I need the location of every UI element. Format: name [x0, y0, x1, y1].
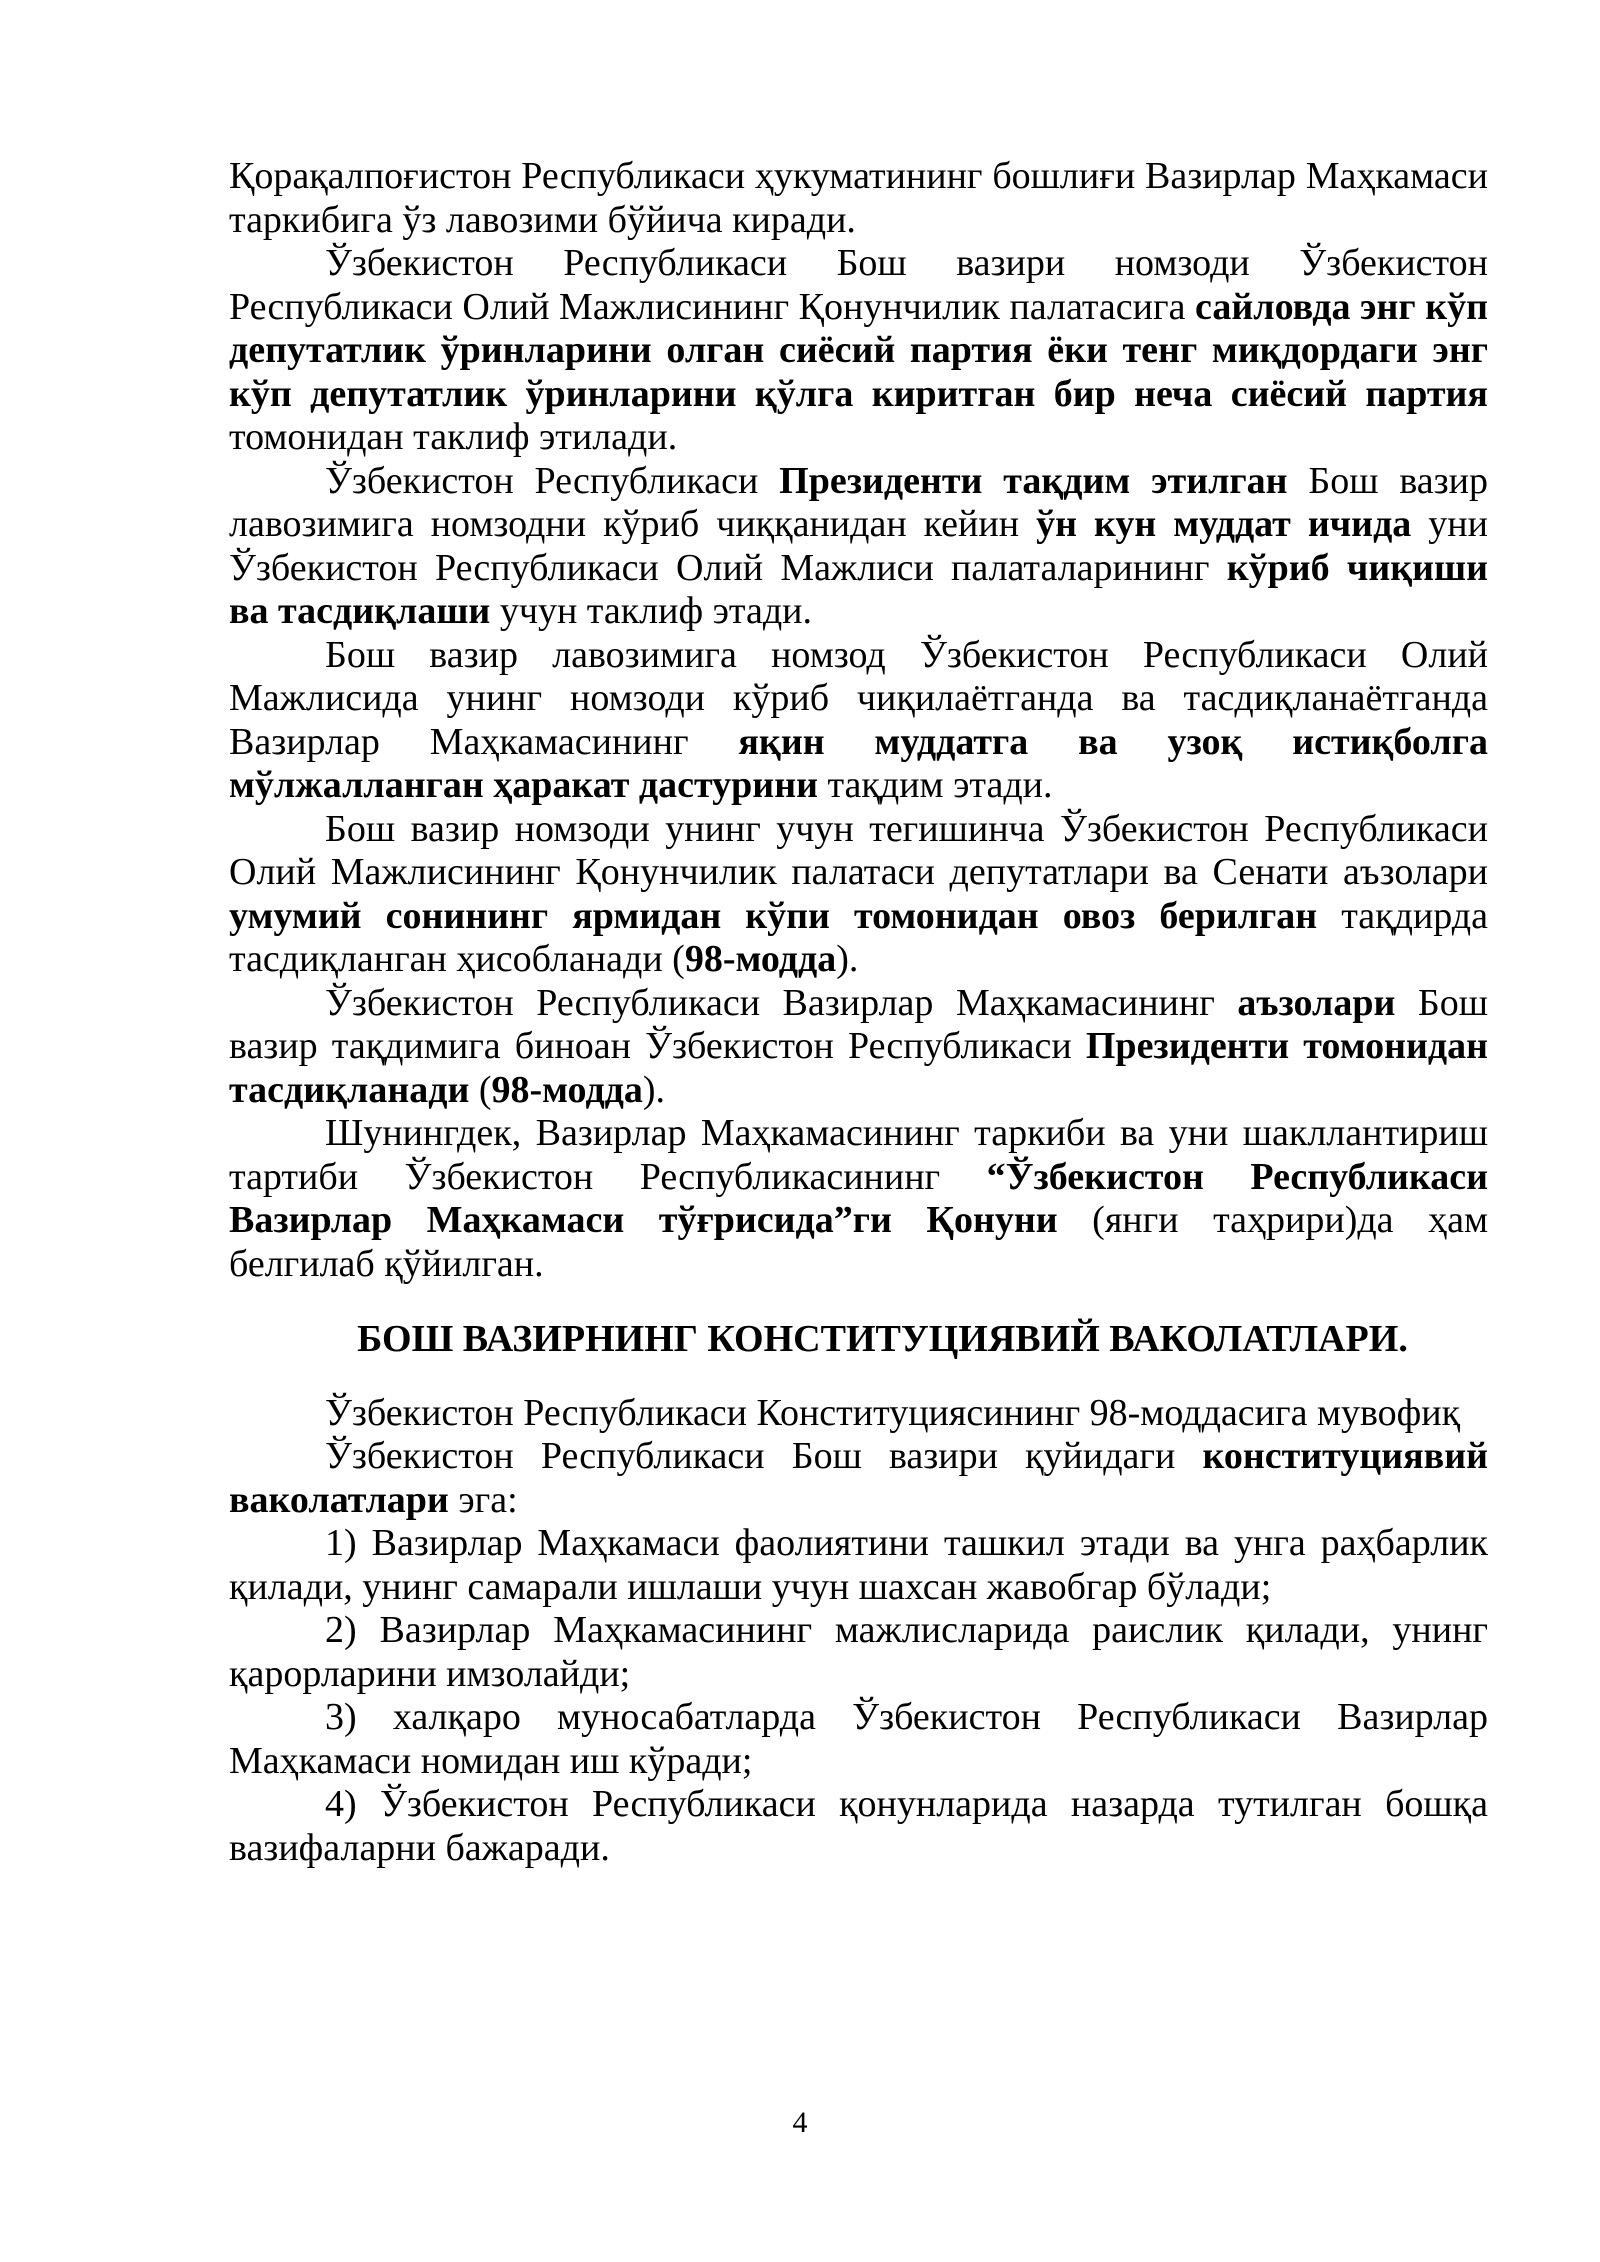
- bold-phrase: 98-модда: [491, 1068, 643, 1111]
- paragraph-3: [229, 460, 1488, 634]
- paragraph-text: Бош вазир лавозимига номзодни кўриб чиққанидан кейин: [229, 459, 1488, 545]
- paragraph-7: [229, 1112, 1488, 1286]
- section-heading: БОШ ВАЗИРНИНГ КОНСТИТУЦИЯВИЙ ВАКОЛАТЛАРИ.: [357, 1318, 1408, 1360]
- list-item-number: 2): [325, 1609, 380, 1651]
- list-item-4: [229, 1783, 1488, 1870]
- bold-phrase: Президенти тақдим этилган: [779, 459, 1288, 502]
- list-item-text: Вазирлар Маҳкамасининг мажлисларида раислик қилади, унинг қарорларини имзолайди;: [229, 1609, 1489, 1695]
- paragraph-text: ).: [642, 1068, 666, 1111]
- paragraph-text: Ўзбекистон Республикаси: [325, 459, 780, 502]
- paragraph-8: [229, 1392, 1488, 1436]
- bold-phrase: яқин муддатга ва узоқ истиқболга мўлжалланган ҳаракат дастурини: [229, 720, 1488, 806]
- paragraph-text: Ўзбекистон Республикаси Вазирлар Маҳкамасининг: [325, 981, 1238, 1024]
- paragraph-text: Бош вазир лавозимига номзод Ўзбекистон Республикаси Олий Мажлисида унинг номзоди кўриб чиқилаётганда ва тасдиқланаётганда Вазирлар Маҳкамасининг: [229, 633, 1488, 763]
- list-item-3: [229, 1696, 1488, 1783]
- list-item-text: Вазирлар Маҳкамаси фаолиятини ташкил этади ва унга раҳбарлик қилади, унинг самарали ишлаши учун шахсан жавобгар бўлади;: [229, 1522, 1488, 1608]
- bold-phrase: умумий сонининг ярмидан кўпи томонидан овоз берилган: [229, 894, 1318, 937]
- paragraph-text: тақдим этади.: [817, 764, 1053, 806]
- paragraph-5: [229, 808, 1488, 982]
- list-item-number: 3): [325, 1696, 393, 1738]
- bold-phrase: “Ўзбекистон Республикаси Вазирлар Маҳкамаси тўғрисида”ги Қонуни: [229, 1155, 1488, 1241]
- list-item-1: [229, 1522, 1488, 1609]
- bold-phrase: кўриб чиқиши ва тасдиқлаши: [229, 546, 1489, 632]
- paragraph-text: Ўзбекистон Республикаси Конституциясининг 98-моддасига мувофиқ: [325, 1391, 1461, 1434]
- list-item-2: [229, 1609, 1488, 1696]
- paragraph-text: Ўзбекистон Республикаси Бош вазири қуйидаги: [325, 1435, 1203, 1477]
- paragraph-text: ).: [836, 938, 859, 980]
- bold-phrase: ўн кун муддат ичида: [1036, 503, 1412, 545]
- bold-phrase: сайловда энг кўп депутатлик ўринларини олган сиёсий партия ёки тенг миқдордаги энг кўп депутатлик ўринларини қўлга киритган бир неча сиёсий партия: [229, 285, 1488, 415]
- paragraph-text: Ўзбекистон Республикаси Бош вазири номзоди Ўзбекистон Республикаси Олий Мажлисининг Қонунчилик палатасига: [229, 242, 1488, 328]
- document-body: [229, 155, 1488, 1870]
- list-item-number: 4): [325, 1783, 380, 1825]
- paragraph-text: (янги таҳрири)да ҳам белгилаб қўйилган.: [229, 1199, 1488, 1285]
- paragraph-text: (: [469, 1068, 492, 1111]
- paragraph-4: [229, 634, 1488, 808]
- list-item-number: 1): [325, 1522, 372, 1564]
- page-number: 4: [792, 2106, 808, 2139]
- paragraph-text: уни Ўзбекистон Республикаси Олий Мажлиси палаталарининг: [229, 503, 1488, 589]
- bold-phrase: конституциявий ваколатлари: [229, 1435, 1488, 1521]
- paragraph-text: Бош вазир тақдимига биноан Ўзбекистон Республикаси: [229, 981, 1488, 1067]
- paragraph-text: Шунингдек, Вазирлар Маҳкамасининг таркиби ва уни шакллантириш тартиби Ўзбекистон Республикасининг: [229, 1112, 1488, 1198]
- paragraph-text: учун таклиф этади.: [490, 590, 813, 632]
- paragraph-1: [229, 155, 1488, 242]
- paragraph-2: [229, 242, 1488, 460]
- bold-phrase: Президенти томонидан тасдиқланади: [229, 1025, 1488, 1111]
- list-item-text: халқаро муносабатларда Ўзбекистон Республикаси Вазирлар Маҳкамаси номидан иш кўради;: [229, 1696, 1488, 1782]
- paragraph-6: [229, 982, 1488, 1113]
- paragraph-text: Бош вазир номзоди унинг учун тегишинча Ўзбекистон Республикаси Олий Мажлисининг Қонунчилик палатаси депутатлари ва Сенати аъзолари: [229, 807, 1488, 893]
- bold-phrase: 98-модда: [684, 938, 837, 980]
- paragraph-9: [229, 1435, 1488, 1522]
- paragraph-text: томонидан таклиф этилади.: [229, 416, 678, 458]
- paragraph-text: эга:: [448, 1478, 518, 1521]
- paragraph-text: тақдирда тасдиқланган ҳисобланади (: [229, 894, 1488, 980]
- paragraph-text: Қорақалпоғистон Республикаси ҳукуматининг бошлиғи Вазирлар Маҳкамаси таркибига ўз лавозими бўйича киради.: [229, 155, 1488, 241]
- list-item-text: Ўзбекистон Республикаси қонунларида назарда тутилган бошқа вазифаларни бажаради.: [229, 1783, 1488, 1869]
- bold-phrase: аъзолари: [1237, 981, 1396, 1024]
